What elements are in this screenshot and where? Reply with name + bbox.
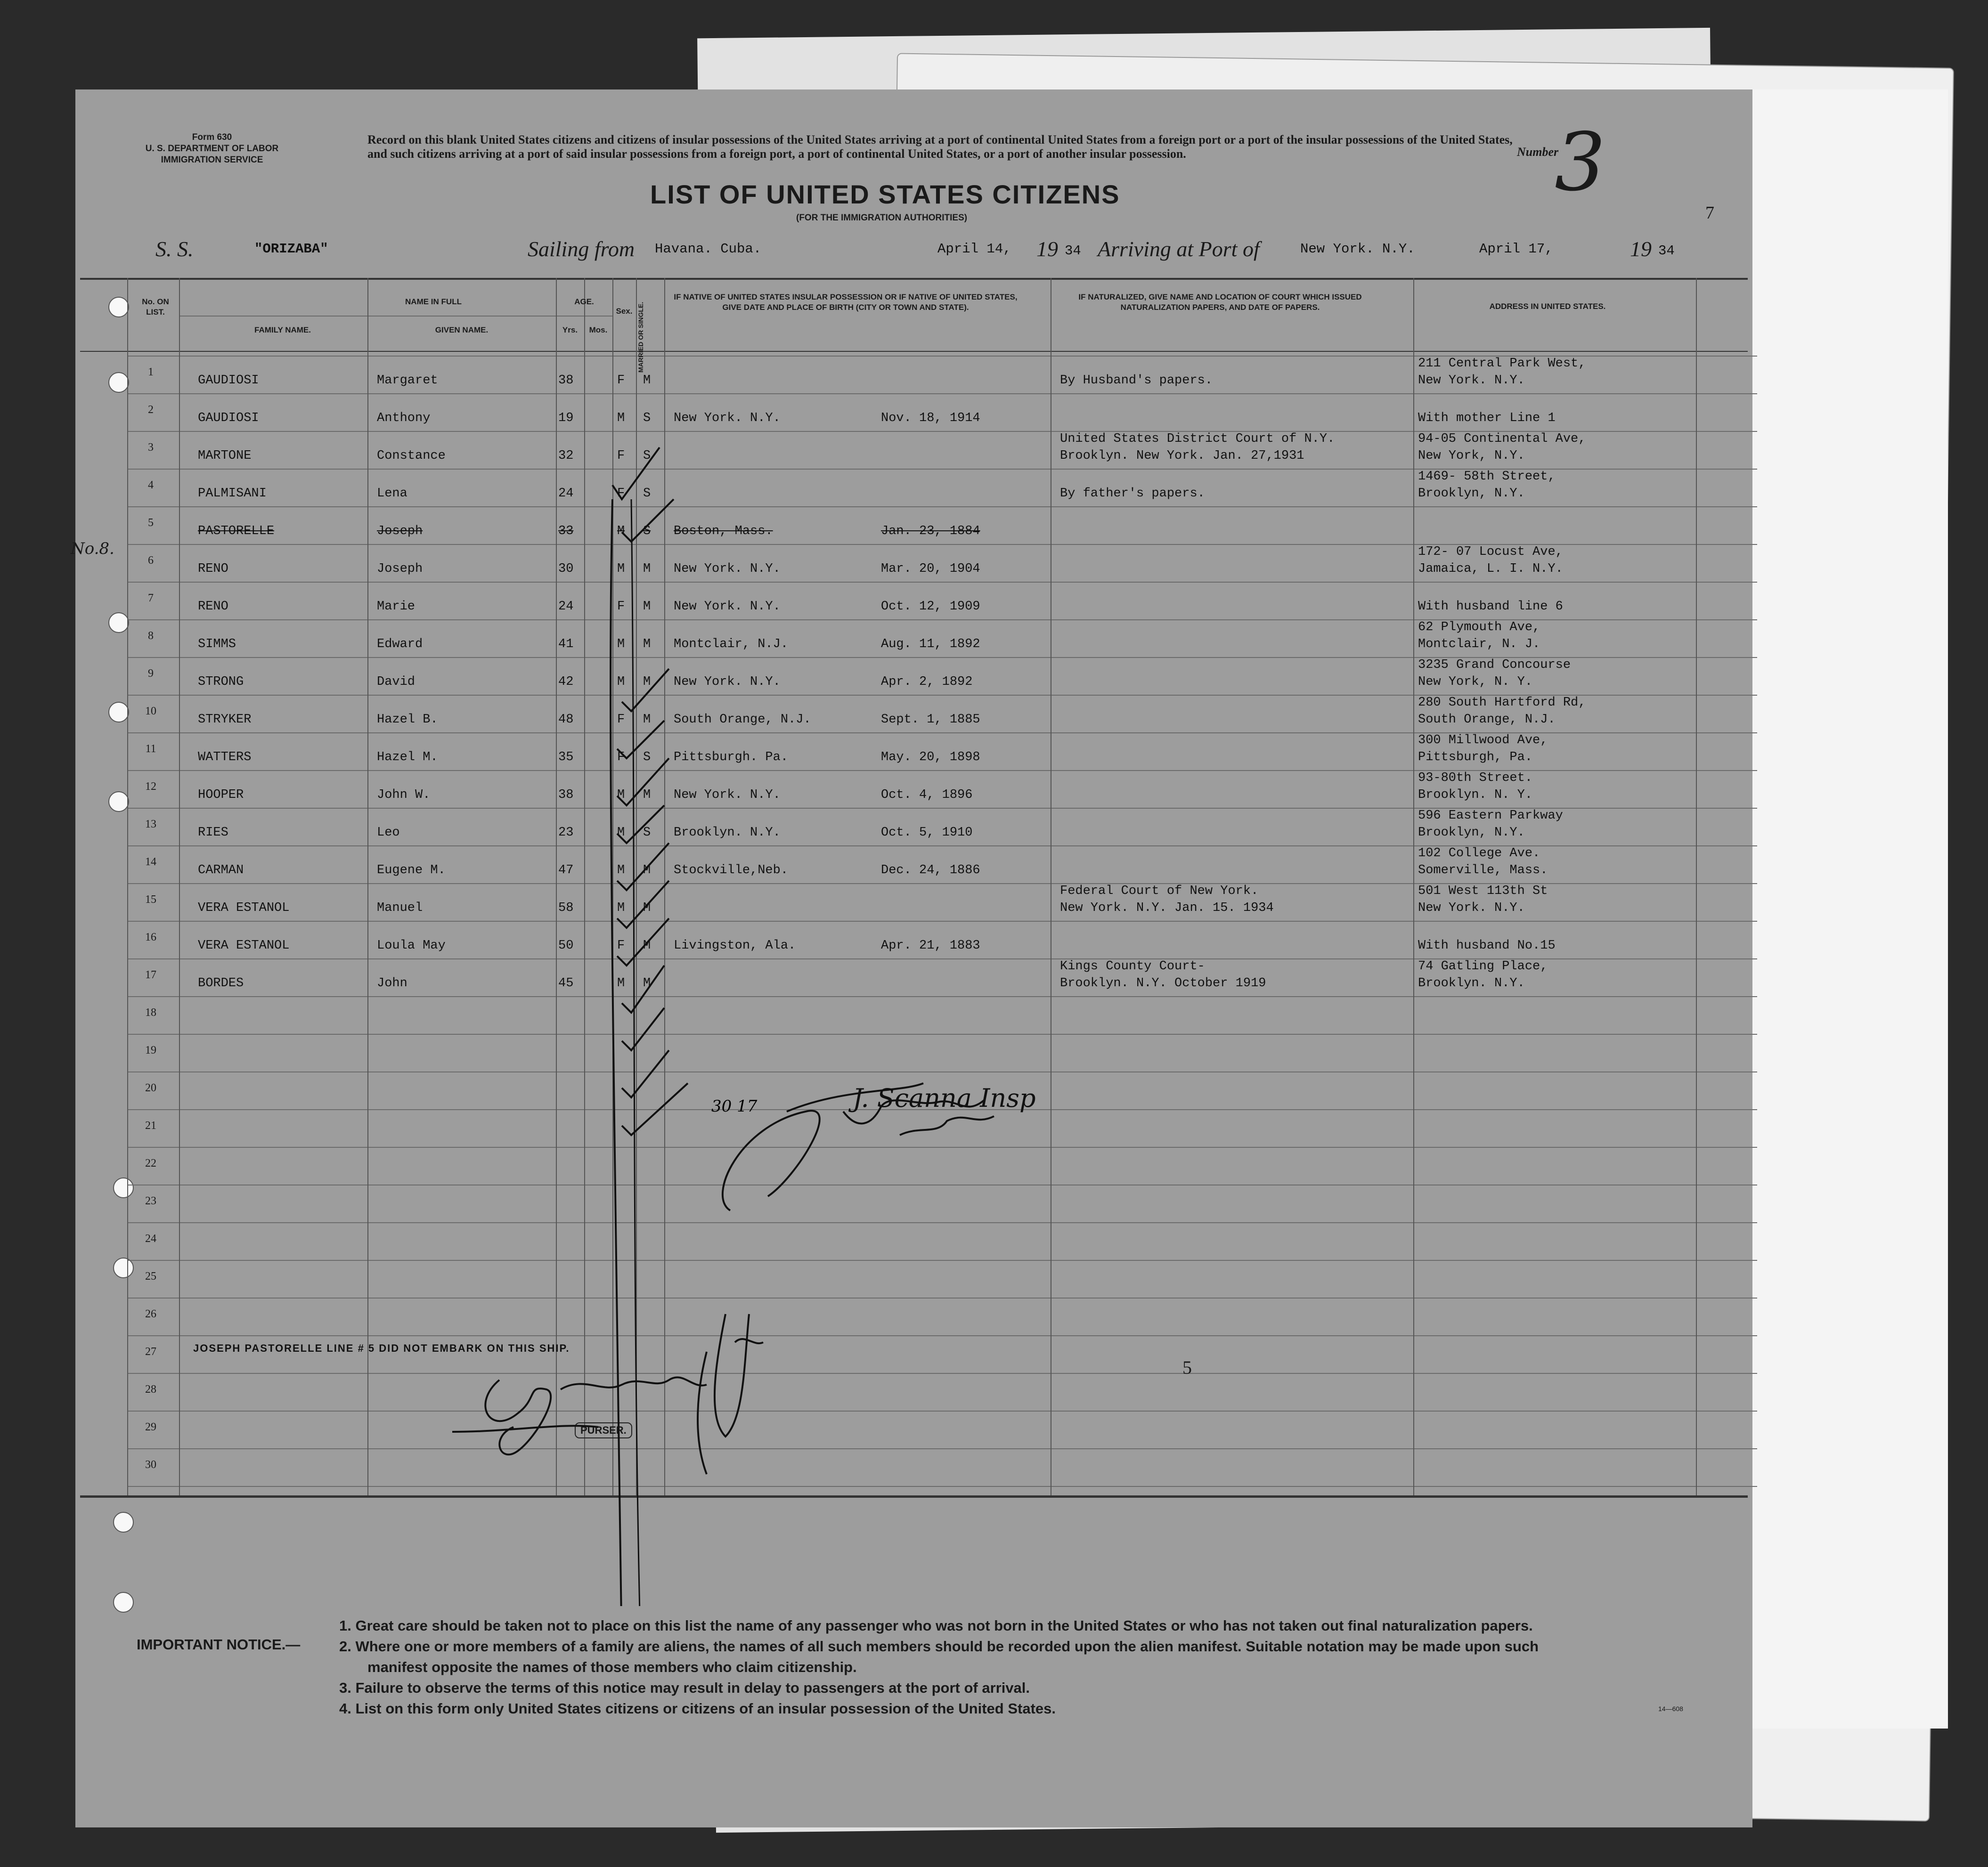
address-line2-cell: New York. N.Y.	[1418, 373, 1525, 388]
marital-cell: M	[643, 713, 651, 727]
sailing-date: April 14,	[937, 241, 1011, 257]
address-line2-cell: Pittsburgh, Pa.	[1418, 750, 1533, 764]
sex-cell: F	[617, 373, 625, 388]
sailing-label: Sailing from	[528, 237, 635, 261]
inspector-numbers: 30 17	[711, 1097, 758, 1116]
family-name-cell: GAUDIOSI	[198, 411, 259, 425]
column-rule	[179, 278, 180, 1495]
family-name-cell: STRONG	[198, 675, 244, 689]
age-cell: 24	[558, 600, 574, 614]
naturalization-detail-cell: By Husband's papers.	[1060, 373, 1213, 388]
sailing-year: 34	[1065, 243, 1081, 259]
birth-place-cell: Boston, Mass.	[674, 524, 773, 538]
birth-date-cell: Jan. 23, 1884	[881, 524, 980, 538]
age-cell: 58	[558, 901, 574, 915]
given-name-cell: David	[377, 675, 416, 689]
row-rule	[127, 506, 1757, 507]
age-cell: 35	[558, 750, 574, 764]
birth-place-cell: South Orange, N.J.	[674, 713, 811, 727]
arriving-label: Arriving at Port of	[1098, 237, 1260, 261]
service-name: IMMIGRATION SERVICE	[161, 155, 263, 165]
address-line2-cell: Brooklyn, N.Y.	[1418, 487, 1525, 501]
list-number: 3	[1555, 116, 1606, 209]
sex-cell: F	[617, 487, 625, 501]
col-header-address: ADDRESS IN UNITED STATES.	[1489, 302, 1606, 311]
arriving-port: New York. N.Y.	[1300, 241, 1415, 257]
row-rule	[127, 393, 1757, 394]
row-rule	[127, 1486, 1757, 1487]
address-line1-cell: 93-80th Street.	[1418, 771, 1533, 785]
age-cell: 32	[558, 449, 574, 463]
marital-cell: M	[643, 788, 651, 802]
number-label: Number	[1517, 145, 1559, 159]
row-number: 4	[148, 479, 154, 491]
address-line1-cell: 1469- 58th Street,	[1418, 470, 1556, 484]
row-number: 8	[148, 630, 154, 642]
sex-cell: M	[617, 826, 625, 840]
row-number: 17	[145, 969, 156, 981]
birth-place-cell: New York. N.Y.	[674, 411, 781, 425]
row-rule	[127, 582, 1757, 583]
address-line2-cell: Brooklyn, N.Y.	[1418, 826, 1525, 840]
address-line2-cell: New York, N.Y.	[1418, 449, 1525, 463]
birth-date-cell: Apr. 2, 1892	[881, 675, 973, 689]
marital-cell: M	[643, 901, 651, 915]
birth-place-cell: Pittsburgh. Pa.	[674, 750, 789, 764]
row-number: 24	[145, 1233, 156, 1245]
printer-code: 14—608	[1658, 1705, 1683, 1713]
row-number: 22	[145, 1157, 156, 1169]
notice-item-1: 1. Great care should be taken not to place on this list the name of any passenger who was not born in the United States or who has not taken out final naturalization papers.	[339, 1617, 1533, 1634]
address-line1-cell: 280 South Hartford Rd,	[1418, 696, 1586, 710]
naturalization-detail-cell: By father's papers.	[1060, 487, 1205, 501]
ss-label: S. S.	[155, 237, 194, 261]
instructions-text: Record on this blank United States citizens and citizens of insular possessions of the United States arriving at a port of continental United States from a foreign port or a port of the insular possessions of the United States, and such citizens arriving at a port of said insular possessions from a foreign port, a port of continental United States, or a port of another insular possession.	[367, 133, 1513, 161]
form-title: LIST OF UNITED STATES CITIZENS	[650, 179, 1120, 209]
given-name-cell: Hazel B.	[377, 713, 438, 727]
birth-date-cell: Oct. 4, 1896	[881, 788, 973, 802]
birth-place-cell: New York. N.Y.	[674, 562, 781, 576]
family-name-cell: GAUDIOSI	[198, 373, 259, 388]
notice-heading: IMPORTANT NOTICE.—	[137, 1636, 301, 1653]
column-rule	[127, 278, 128, 1495]
birth-place-cell: Livingston, Ala.	[674, 939, 796, 953]
row-number: 30	[145, 1459, 156, 1471]
row-rule	[127, 1411, 1757, 1412]
birth-date-cell: Oct. 12, 1909	[881, 600, 980, 614]
row-number: 25	[145, 1270, 156, 1283]
row-rule	[127, 996, 1757, 997]
given-name-cell: Loula May	[377, 939, 446, 953]
address-line1-cell: 596 Eastern Parkway	[1418, 809, 1563, 823]
given-name-cell: John W.	[377, 788, 431, 802]
age-cell: 30	[558, 562, 574, 576]
address-line1-cell: 501 West 113th St	[1418, 884, 1548, 898]
row-number: 28	[145, 1383, 156, 1396]
row-number: 15	[145, 893, 156, 906]
row-number: 9	[148, 667, 154, 680]
address-line1-cell: 102 College Ave.	[1418, 846, 1540, 860]
given-name-cell: John	[377, 976, 407, 990]
age-cell: 33	[558, 524, 574, 538]
table-top-rule	[80, 278, 1748, 280]
address-line1-cell: 62 Plymouth Ave,	[1418, 620, 1540, 634]
marital-cell: M	[643, 675, 651, 689]
row-rule	[127, 1298, 1757, 1299]
row-number: 16	[145, 931, 156, 943]
row-number: 23	[145, 1195, 156, 1207]
family-name-cell: STRYKER	[198, 713, 252, 727]
birth-place-cell: Montclair, N.J.	[674, 637, 789, 651]
given-name-cell: Joseph	[377, 524, 423, 538]
row-number: 21	[145, 1120, 156, 1132]
family-name-cell: SIMMS	[198, 637, 236, 651]
birth-date-cell: Sept. 1, 1885	[881, 713, 980, 727]
row-rule	[127, 1034, 1757, 1035]
ship-name: "ORIZABA"	[254, 241, 328, 257]
address-line2-cell: Montclair, N. J.	[1418, 637, 1540, 651]
family-name-cell: WATTERS	[198, 750, 252, 764]
birth-place-cell: Stockville,Neb.	[674, 863, 789, 877]
arriving-year-prefix: 19	[1630, 237, 1652, 261]
notice-item-2-cont: manifest opposite the names of those members who claim citizenship.	[367, 1659, 857, 1675]
given-name-cell: Lena	[377, 487, 407, 501]
address-line1-cell: 300 Millwood Ave,	[1418, 733, 1548, 747]
family-name-cell: CARMAN	[198, 863, 244, 877]
naturalization-court-cell: Federal Court of New York.	[1060, 884, 1259, 898]
birth-date-cell: Apr. 21, 1883	[881, 939, 980, 953]
row-rule	[127, 1260, 1757, 1261]
row-number: 18	[145, 1007, 156, 1019]
naturalization-detail-cell: New York. N.Y. Jan. 15. 1934	[1060, 901, 1274, 915]
sex-cell: M	[617, 411, 625, 425]
address-line2-cell: Brooklyn. N. Y.	[1418, 788, 1533, 802]
notice-item-3: 3. Failure to observe the terms of this notice may result in delay to passengers at the port of arrival.	[339, 1680, 1030, 1696]
col-header-sex: Sex.	[616, 307, 633, 316]
row-rule	[127, 921, 1757, 922]
sex-cell: M	[617, 524, 625, 538]
sex-cell: M	[617, 863, 625, 877]
birth-place-cell: New York. N.Y.	[674, 600, 781, 614]
sex-cell: F	[617, 750, 625, 764]
birth-date-cell: Nov. 18, 1914	[881, 411, 980, 425]
sailing-year-prefix: 19	[1036, 237, 1058, 261]
marital-cell: S	[643, 826, 651, 840]
form-label: Form 630	[192, 132, 232, 142]
row-rule	[127, 1448, 1757, 1449]
age-cell: 38	[558, 373, 574, 388]
col-header-marital: MARRIED OR SINGLE.	[637, 301, 644, 373]
family-name-cell: RIES	[198, 826, 228, 840]
sex-cell: F	[617, 600, 625, 614]
birth-place-cell: Brooklyn. N.Y.	[674, 826, 781, 840]
check-marks	[594, 429, 749, 1606]
sex-cell: F	[617, 713, 625, 727]
marital-cell: M	[643, 600, 651, 614]
margin-note: No.8.	[71, 539, 114, 558]
family-name-cell: MARTONE	[198, 449, 252, 463]
marital-cell: M	[643, 863, 651, 877]
address-line2-cell: New York. N.Y.	[1418, 901, 1525, 915]
given-name-cell: Margaret	[377, 373, 438, 388]
address-line1-cell: 172- 07 Locust Ave,	[1418, 545, 1563, 559]
row-number: 19	[145, 1044, 156, 1056]
given-name-cell: Manuel	[377, 901, 423, 915]
passenger-table	[75, 89, 1752, 1827]
age-cell: 24	[558, 487, 574, 501]
family-name-cell: RENO	[198, 562, 228, 576]
given-name-cell: Eugene M.	[377, 863, 446, 877]
family-name-cell: PALMISANI	[198, 487, 267, 501]
col-header-mos: Mos.	[589, 325, 608, 334]
notice-item-4: 4. List on this form only United States citizens or citizens of an insular possession of the United States.	[339, 1700, 1056, 1717]
birth-date-cell: Mar. 20, 1904	[881, 562, 980, 576]
marital-cell: M	[643, 373, 651, 388]
row-number: 29	[145, 1421, 156, 1433]
row-number: 6	[148, 554, 154, 567]
given-name-cell: Hazel M.	[377, 750, 438, 764]
sex-cell: M	[617, 637, 625, 651]
page-number: 7	[1705, 203, 1714, 223]
col-header-name: NAME IN FULL	[405, 297, 462, 306]
given-name-cell: Constance	[377, 449, 446, 463]
notice-item-2: 2. Where one or more members of a family are aliens, the names of all such members should be recorded upon the alien manifest. Suitable notation may be made upon such	[339, 1638, 1539, 1655]
address-line2-cell: Somerville, Mass.	[1418, 863, 1548, 877]
row-number: 1	[148, 366, 154, 378]
birth-place-cell: New York. N.Y.	[674, 788, 781, 802]
sex-cell: F	[617, 449, 625, 463]
given-name-cell: Edward	[377, 637, 423, 651]
birth-date-cell: Aug. 11, 1892	[881, 637, 980, 651]
page-mark: 5	[1182, 1357, 1192, 1378]
family-name-cell: BORDES	[198, 976, 244, 990]
address-line2-cell: South Orange, N.J.	[1418, 713, 1556, 727]
col-header-no: No. ON LIST.	[142, 297, 169, 317]
header-bottom-rule	[80, 351, 1748, 352]
birth-date-cell: Oct. 5, 1910	[881, 826, 973, 840]
sex-cell: F	[617, 939, 625, 953]
family-name-cell: HOOPER	[198, 788, 244, 802]
marital-cell: S	[643, 750, 651, 764]
family-name-cell: VERA ESTANOL	[198, 901, 290, 915]
address-line1-cell: 94-05 Continental Ave,	[1418, 432, 1586, 446]
address-line2-cell: New York, N. Y.	[1418, 675, 1533, 689]
col-header-given: GIVEN NAME.	[435, 325, 489, 334]
address-line1-cell: 211 Central Park West,	[1418, 357, 1586, 371]
address-line1-cell: 3235 Grand Concourse	[1418, 658, 1571, 672]
naturalization-detail-cell: Brooklyn. N.Y. October 1919	[1060, 976, 1266, 990]
address-line2-cell: Brooklyn. N.Y.	[1418, 976, 1525, 990]
pastorelle-note: JOSEPH PASTORELLE LINE # 5 DID NOT EMBARK ON THIS SHIP.	[193, 1342, 570, 1354]
age-cell: 48	[558, 713, 574, 727]
sheet-margin	[1750, 89, 1948, 1729]
address-line2-cell: With husband line 6	[1418, 600, 1563, 614]
purser-label: PURSER.	[575, 1422, 632, 1438]
col-header-family: FAMILY NAME.	[254, 325, 311, 334]
citizens-list-form	[71, 89, 1752, 1827]
family-name-cell: VERA ESTANOL	[198, 939, 290, 953]
age-cell: 47	[558, 863, 574, 877]
col-header-age: AGE.	[574, 297, 594, 306]
marital-cell: S	[643, 487, 651, 501]
column-rule	[1413, 278, 1414, 1495]
col-header-yrs: Yrs.	[562, 325, 578, 334]
family-name-cell: RENO	[198, 600, 228, 614]
arriving-year: 34	[1658, 243, 1675, 259]
col-header-birth: IF NATIVE OF UNITED STATES INSULAR POSSESSION OR IF NATIVE OF UNITED STATES, GIVE DATE AND PLACE OF BIRTH (CITY OR TOWN AND STATE).	[674, 292, 1018, 312]
inspector-signature	[702, 1055, 1126, 1234]
row-number: 12	[145, 780, 156, 793]
address-line2-cell: With mother Line 1	[1418, 411, 1556, 425]
arriving-date: April 17,	[1479, 241, 1553, 257]
birth-place-cell: New York. N.Y.	[674, 675, 781, 689]
sailing-port: Havana. Cuba.	[655, 241, 762, 257]
column-rule	[1696, 278, 1697, 1495]
address-line1-cell: 74 Gatling Place,	[1418, 959, 1548, 974]
given-name-cell: Leo	[377, 826, 400, 840]
age-cell: 41	[558, 637, 574, 651]
row-number: 27	[145, 1346, 156, 1358]
department-name: U. S. DEPARTMENT OF LABOR	[145, 144, 279, 154]
col-header-naturalized: IF NATURALIZED, GIVE NAME AND LOCATION OF COURT WHICH ISSUED NATURALIZATION PAPERS, AND DATE OF PAPERS.	[1078, 292, 1362, 312]
marital-cell: S	[643, 524, 651, 538]
address-line2-cell: With husband No.15	[1418, 939, 1556, 953]
naturalization-court-cell: United States District Court of N.Y.	[1060, 432, 1335, 446]
row-number: 10	[145, 705, 156, 717]
sex-cell: M	[617, 976, 625, 990]
form-subtitle: (FOR THE IMMIGRATION AUTHORITIES)	[796, 213, 968, 223]
row-number: 5	[148, 517, 154, 529]
age-cell: 45	[558, 976, 574, 990]
row-number: 2	[148, 404, 154, 416]
age-cell: 23	[558, 826, 574, 840]
sex-cell: M	[617, 675, 625, 689]
given-name-cell: Joseph	[377, 562, 423, 576]
marital-cell: S	[643, 449, 651, 463]
row-number: 20	[145, 1082, 156, 1094]
marital-cell: M	[643, 976, 651, 990]
age-cell: 50	[558, 939, 574, 953]
row-rule	[127, 1373, 1757, 1374]
address-line2-cell: Jamaica, L. I. N.Y.	[1418, 562, 1563, 576]
table-bottom-rule	[80, 1495, 1748, 1498]
family-name-cell: PASTORELLE	[198, 524, 275, 538]
sex-cell: M	[617, 562, 625, 576]
column-rule	[367, 278, 368, 1495]
given-name-cell: Marie	[377, 600, 416, 614]
age-cell: 38	[558, 788, 574, 802]
marital-cell: M	[643, 939, 651, 953]
marital-cell: M	[643, 637, 651, 651]
birth-date-cell: May. 20, 1898	[881, 750, 980, 764]
sex-cell: M	[617, 788, 625, 802]
marital-cell: M	[643, 562, 651, 576]
age-cell: 42	[558, 675, 574, 689]
row-rule	[127, 1335, 1757, 1336]
inspector-signature-text: J. Scanna Insp	[853, 1083, 1036, 1113]
marital-cell: S	[643, 411, 651, 425]
birth-date-cell: Dec. 24, 1886	[881, 863, 980, 877]
row-number: 11	[145, 743, 156, 755]
row-number: 26	[145, 1308, 156, 1320]
naturalization-detail-cell: Brooklyn. New York. Jan. 27,1931	[1060, 449, 1304, 463]
row-number: 7	[148, 592, 154, 604]
naturalization-court-cell: Kings County Court-	[1060, 959, 1205, 974]
row-number: 14	[145, 856, 156, 868]
row-number: 3	[148, 441, 154, 454]
given-name-cell: Anthony	[377, 411, 431, 425]
sex-cell: M	[617, 901, 625, 915]
age-cell: 19	[558, 411, 574, 425]
row-number: 13	[145, 818, 156, 830]
